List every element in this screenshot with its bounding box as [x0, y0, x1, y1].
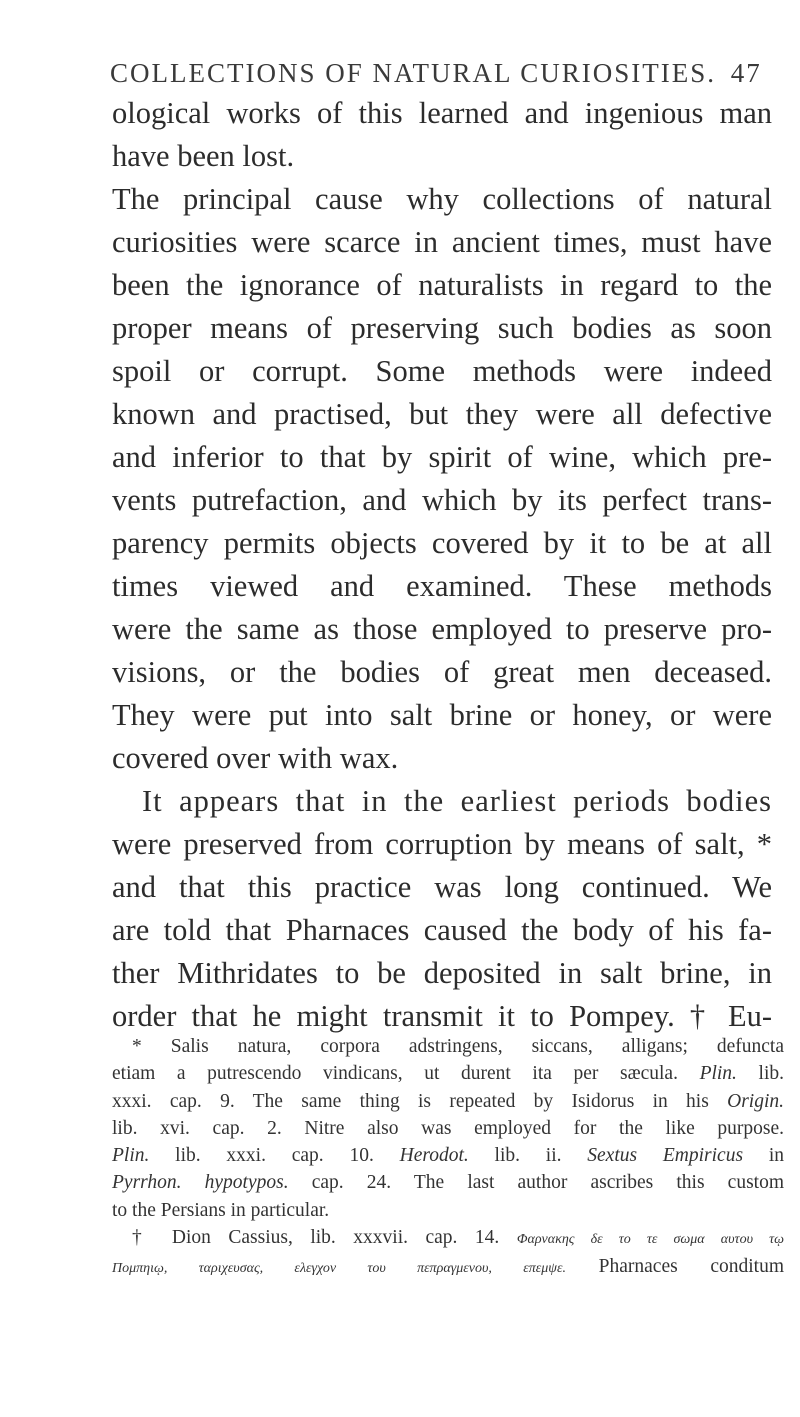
footnote-text: † Dion Cassius, lib. xxxvii. cap. 14. [132, 1227, 500, 1249]
footnote-line [112, 1142, 784, 1169]
text-line: proper means of preserving such bodies as soon [112, 311, 772, 345]
footnotes [112, 1033, 784, 1283]
footnote-line [112, 1197, 784, 1224]
running-title: COLLECTIONS OF NATURAL CURIOSITIES. [110, 58, 717, 88]
footnote-text: in [768, 1145, 784, 1167]
text-line: and inferior to that by spirit of wine, which pre- [112, 440, 772, 474]
footnote-citation: Pyrrhon. hypotypos. [112, 1172, 289, 1194]
text-line: known and practised, but they were all defective [112, 397, 772, 431]
text-line: covered over with wax. [112, 741, 399, 775]
text-line: have been lost. [112, 139, 295, 173]
footnote-text: etiam a putrescendo vindicans, ut durent ita per sæcula. [112, 1063, 678, 1085]
text-line: order that he might transmit it to Pompey. † Eu- [112, 999, 772, 1033]
text-line: times viewed and examined. These methods [112, 569, 772, 603]
text-line: parency permits objects covered by it to be at all [112, 526, 772, 560]
text-line: The principal cause why collections of natural [112, 182, 772, 216]
footnote-text: * Salis natura, corpora adstringens, siccans, alligans; defuncta [132, 1036, 784, 1057]
page-number: 47 [730, 58, 762, 88]
text-line: ther Mithridates to be deposited in salt brine, in [112, 956, 772, 990]
footnote-citation: Plin. [112, 1145, 150, 1167]
footnote-line [112, 1169, 784, 1196]
footnote-text: lib. xxxi. cap. 10. [175, 1145, 374, 1167]
text-line: and that this practice was long continued. We [112, 870, 772, 904]
running-header [110, 58, 790, 89]
footnote-text: to the Persians in particular. [112, 1199, 330, 1221]
footnote-text: lib. [758, 1063, 785, 1085]
footnote-citation: Origin. [727, 1090, 785, 1112]
footnote-greek: Πομπηιῳ, ταριχευσας, ελεγχον του πεπραγμενου, επεμψε. [112, 1261, 566, 1277]
footnote-citation: Herodot. [399, 1145, 469, 1167]
text-line: visions, or the bodies of great men deceased. [112, 655, 772, 689]
text-line: It appears that in the earliest periods bodies [142, 784, 772, 818]
text-line: were the same as those employed to preserve pro- [112, 612, 772, 646]
text-line: curiosities were scarce in ancient times, must have [112, 225, 772, 259]
footnote-line [112, 1033, 784, 1060]
text-line: ological works of this learned and ingenious man [112, 96, 772, 130]
main-text [112, 92, 772, 1038]
footnote-citation: Sextus Empiricus [587, 1145, 744, 1167]
footnote-line [112, 1224, 784, 1253]
text-line: been the ignorance of naturalists in regard to the [112, 268, 772, 302]
footnote-text: lib. ii. [494, 1145, 562, 1167]
text-line: are told that Pharnaces caused the body of his fa- [112, 913, 772, 947]
footnote-text: Pharnaces conditum [598, 1256, 784, 1278]
text-line: spoil or corrupt. Some methods were indeed [112, 354, 772, 388]
text-line: vents putrefaction, and which by its perfect trans- [112, 483, 772, 517]
footnote-line [112, 1115, 784, 1142]
text-line: were preserved from corruption by means of salt, * [112, 827, 772, 861]
footnote-text: cap. 24. The last author ascribes this custom [311, 1172, 784, 1194]
footnote-greek: Φαρνακης δε το τε σωμα αυτου τῳ [516, 1232, 785, 1248]
footnote-citation: Plin. [699, 1063, 737, 1085]
footnote-text: lib. xvi. cap. 2. Nitre also was employed for the like purpose. [112, 1117, 784, 1139]
text-line: They were put into salt brine or honey, or were [112, 698, 772, 732]
footnote-text: xxxi. cap. 9. The same thing is repeated by Isidorus in his [112, 1090, 709, 1112]
footnote-line [112, 1088, 784, 1115]
footnote-line [112, 1060, 784, 1087]
footnote-line [112, 1253, 784, 1282]
